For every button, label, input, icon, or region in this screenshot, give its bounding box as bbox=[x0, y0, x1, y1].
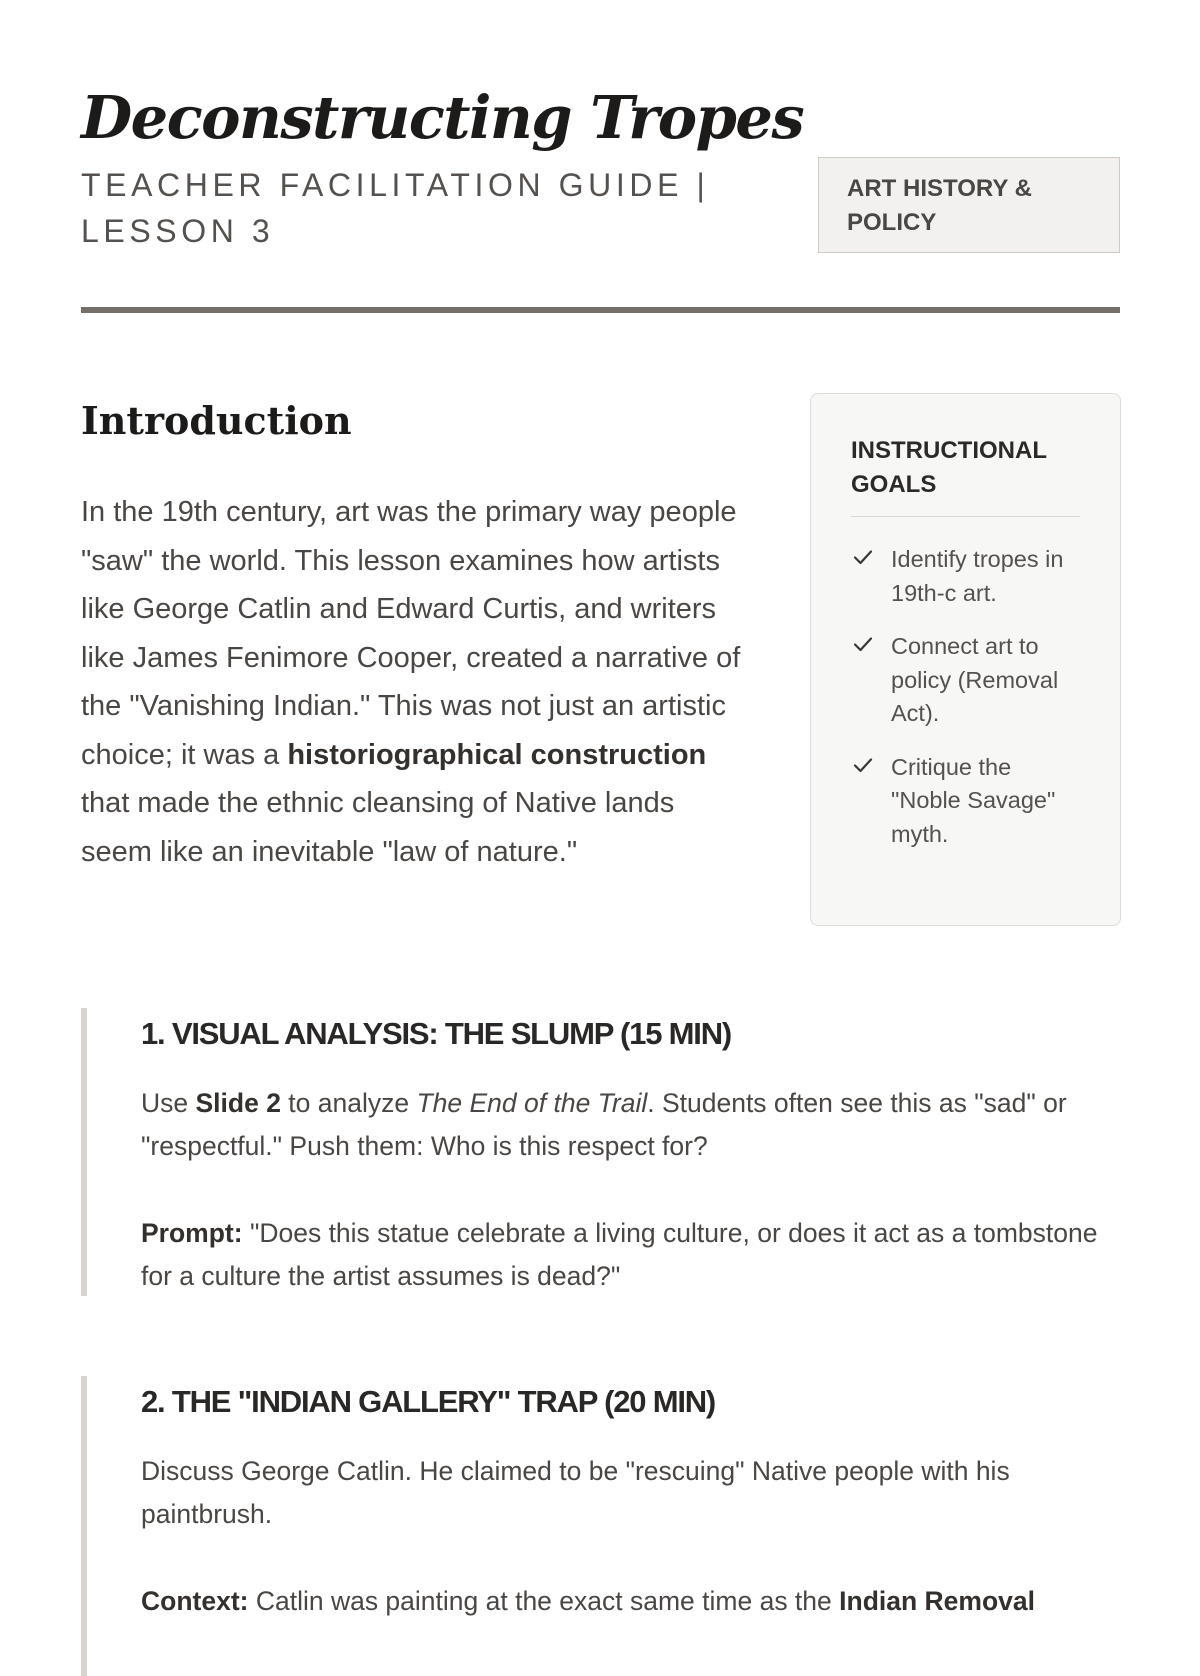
activity-heading: 1. VISUAL ANALYSIS: THE SLUMP (15 MIN) bbox=[141, 1016, 732, 1051]
intro-text-part2: that made the ethnic cleansing of Native lands seem like an inevitable "law of nature." bbox=[81, 787, 675, 868]
goal-text: Critique the "Noble Savage" myth. bbox=[891, 753, 1056, 847]
artwork-title: The End of the Trail bbox=[416, 1088, 648, 1118]
activity-paragraph: Discuss George Catlin. He claimed to be "rescuing" Native people with his paintbrush. bbox=[141, 1456, 1010, 1529]
slide-reference: Slide 2 bbox=[195, 1088, 281, 1118]
intro-text-part1: In the 19th century, art was the primary way people "saw" the world. This lesson examines how artists like George Catlin and Edward Curtis, and writers like James Fenimore Cooper, created a narrative of the "Vanishing Indian." This was not just an artistic choice; it was a bbox=[81, 496, 741, 771]
header-divider bbox=[81, 307, 1120, 313]
instructional-goals-panel bbox=[810, 393, 1121, 926]
check-icon bbox=[851, 632, 875, 656]
goal-item bbox=[851, 543, 1080, 610]
discussion-prompt bbox=[141, 1212, 1120, 1298]
activity-text-run: . Students often see this as "sad" or "respectful." Push them: Who is this respect for? bbox=[141, 1088, 1067, 1161]
goals-list bbox=[851, 543, 1080, 851]
document-title: Deconstructing Tropes bbox=[81, 83, 804, 152]
document-subtitle: TEACHER FACILITATION GUIDE | LESSON 3 bbox=[81, 167, 710, 249]
goal-text: Identify tropes in 19th-c art. bbox=[891, 546, 1064, 606]
activity-paragraph bbox=[141, 1082, 1120, 1168]
activity-text-run: to analyze bbox=[280, 1088, 417, 1118]
policy-reference: Indian Removal bbox=[839, 1586, 1035, 1616]
goal-item bbox=[851, 630, 1080, 731]
activity-heading: 2. THE "INDIAN GALLERY" TRAP (20 MIN) bbox=[141, 1384, 716, 1419]
goal-text: Connect art to policy (Removal Act). bbox=[891, 633, 1059, 726]
introduction-paragraph bbox=[81, 488, 745, 876]
activity-indian-gallery bbox=[81, 1376, 1120, 1676]
goals-title: INSTRUCTIONAL GOALS bbox=[851, 434, 1080, 517]
intro-key-term: historiographical construction bbox=[287, 738, 707, 771]
context-label: Context: bbox=[141, 1586, 249, 1616]
prompt-label: Prompt: bbox=[141, 1218, 243, 1248]
check-icon bbox=[851, 545, 875, 569]
activity-visual-analysis bbox=[81, 1008, 1120, 1296]
discipline-tag: ART HISTORY & POLICY bbox=[818, 157, 1120, 253]
activity-text-run: Use bbox=[141, 1088, 196, 1118]
introduction-heading: Introduction bbox=[81, 398, 352, 443]
check-icon bbox=[851, 753, 875, 777]
context-text: Catlin was painting at the exact same time as the bbox=[248, 1586, 840, 1616]
context-paragraph bbox=[141, 1580, 1120, 1623]
prompt-text: "Does this statue celebrate a living culture, or does it act as a tombstone for a culture the artist assumes is dead?" bbox=[141, 1218, 1098, 1291]
goal-item bbox=[851, 751, 1080, 852]
